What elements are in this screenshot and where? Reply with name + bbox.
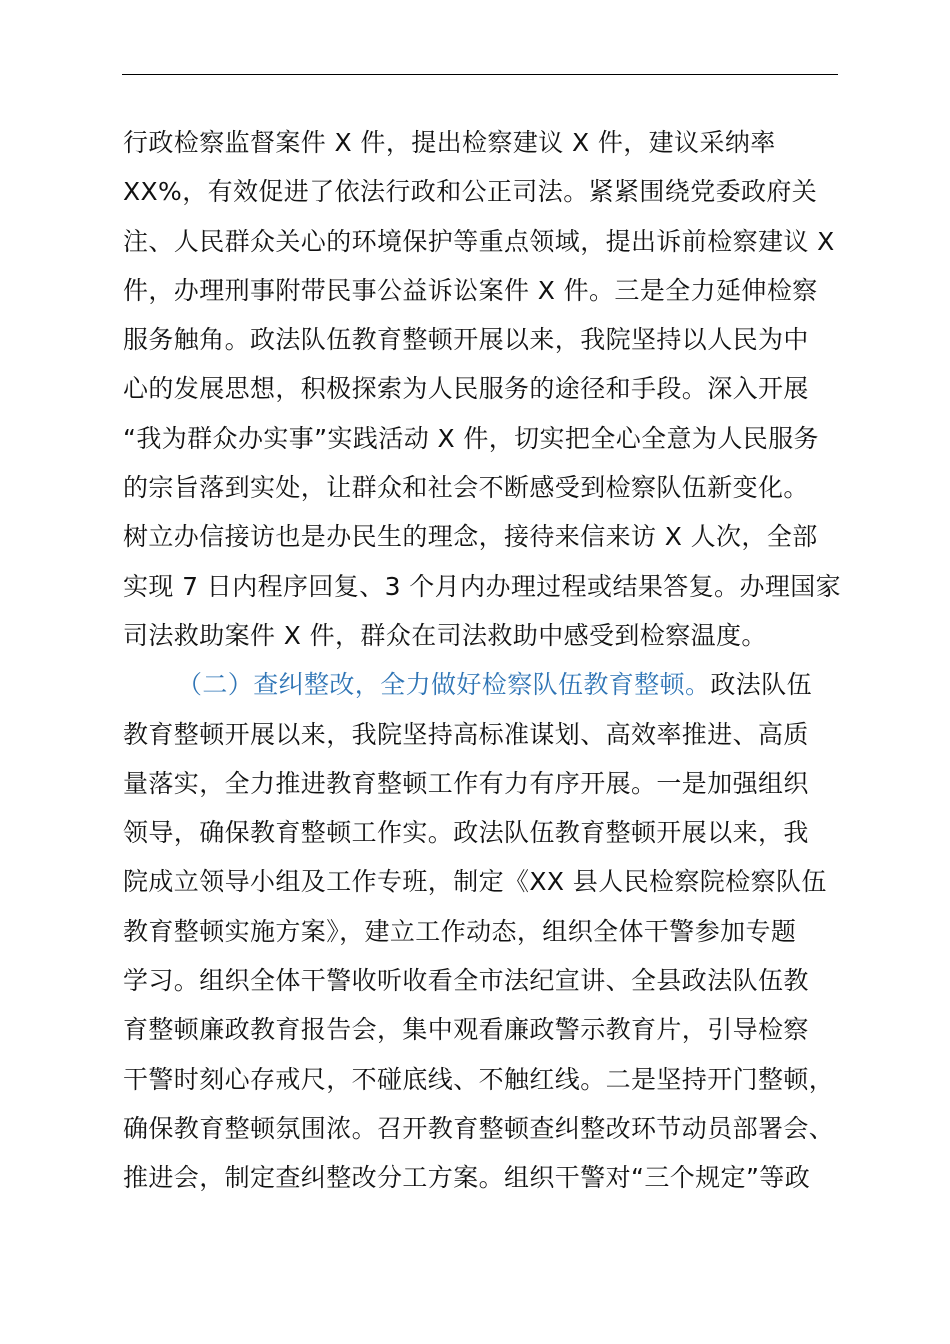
section-lead-text: 政法队伍 [710,670,813,700]
section-heading: （二）查纠整改，全力做好检察队伍教育整顿。 [177,670,711,700]
text-line: 司法救助案件 X 件，群众在司法救助中感受到检察温度。 [123,620,767,650]
text-line: 树立办信接访也是办民生的理念，接待来信来访 X 人次，全部 [123,522,818,552]
text-line: 件，办理刑事附带民事公益诉讼案件 X 件。三是全力延伸检察 [123,275,818,305]
text-line: “我为群众办实事”实践活动 X 件，切实把全心全意为人民服务 [123,423,819,453]
text-line: 推进会，制定查纠整改分工方案。组织干警对“三个规定”等政 [123,1163,811,1193]
text-line: 的宗旨落到实处，让群众和社会不断感受到检察队伍新变化。 [123,473,809,503]
text-line: 服务触角。政法队伍教育整顿开展以来，我院坚持以人民为中 [123,325,809,355]
text-line: 领导，确保教育整顿工作实。政法队伍教育整顿开展以来，我 [123,818,809,848]
text-line: 确保教育整顿氛围浓。召开教育整顿查纠整改环节动员部署会、 [123,1113,835,1143]
text-line: 院成立领导小组及工作专班，制定《XX 县人民检察院检察队伍 [123,867,827,897]
text-line: 行政检察监督案件 X 件，提出检察建议 X 件，建议采纳率 [123,128,776,157]
text-line: 教育整顿实施方案》，建立工作动态，组织全体干警参加专题 [123,916,797,946]
document-body [123,118,853,1203]
text-line: 注、人民群众关心的环境保护等重点领域，提出诉前检察建议 X [123,226,835,256]
text-line: 学习。组织全体干警收听收看全市法纪宣讲、全县政法队伍教 [123,966,809,996]
section-heading-line [123,660,853,709]
text-line: 教育整顿开展以来，我院坚持高标准谋划、高效率推进、高质 [123,719,809,749]
text-line: 实现 7 日内程序回复、3 个月内办理过程或结果答复。办理国家 [123,571,842,601]
text-line: 育整顿廉政教育报告会，集中观看廉政警示教育片，引导检察 [123,1015,809,1045]
header-rule [122,74,838,75]
text-line: 心的发展思想，积极探索为人民服务的途径和手段。深入开展 [123,374,809,404]
text-line: 量落实，全力推进教育整顿工作有力有序开展。一是加强组织 [123,768,809,798]
text-line: 干警时刻心存戒尺，不碰底线、不触红线。二是坚持开门整顿， [123,1064,835,1094]
text-line: XX%，有效促进了依法行政和公正司法。紧紧围绕党委政府关 [123,177,818,207]
